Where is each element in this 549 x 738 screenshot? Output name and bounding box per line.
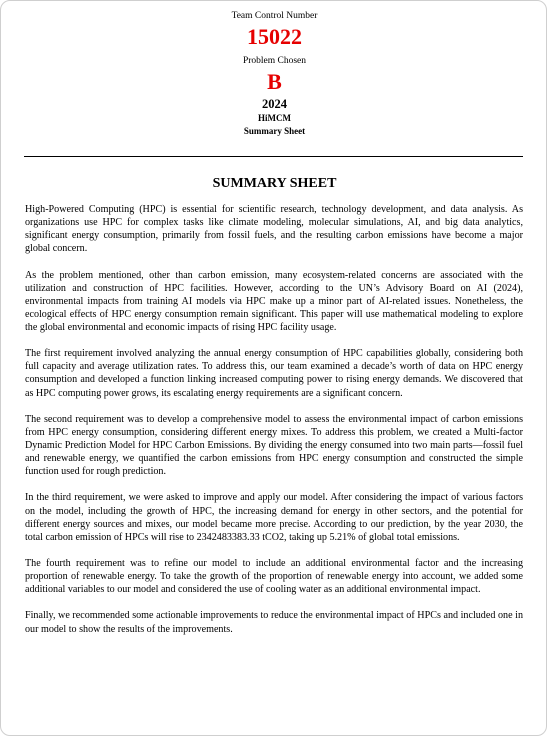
problem-chosen-label: Problem Chosen: [242, 56, 307, 66]
paragraph-2: As the problem mentioned, other than carbon emission, many ecosystem-related concerns are associated with the utilization and construction of HPC facilities. However, according to the UN’s Advisory Board on AI (2024), environmental impacts from training AI models via HPC make up a minor part of AI-related issues. Nonetheless, the ecological effects of HPC energy consumption remain significant. This paper will use mathematical modeling to explore the global environmental and economic impacts of rising HPC facility usage.: [25, 269, 523, 333]
problem-letter: B: [267, 69, 282, 94]
year: 2024: [262, 97, 287, 111]
page-title: SUMMARY SHEET: [212, 176, 337, 191]
paragraph-7: Finally, we recommended some actionable improvements to reduce the environmental impact of HPCs and included one in our model to show the results of the improvements.: [25, 610, 523, 635]
summary-body: [25, 203, 523, 649]
paragraph-5: In the third requirement, we were asked to improve and apply our model. After considering the impact of various factors on the model, including the growth of HPC, the increasing demand for energy in other sectors, and the potential for different energy sources and mixes, our model became more precise. According to our prediction, by the year 2030, the total carbon emission of HPCs will rise to 2342483383.33 tCO2, taking up 5.21% of global total emissions.: [25, 492, 523, 543]
team-control-number: 15022: [247, 24, 302, 49]
team-control-label: Team Control Number: [231, 11, 318, 21]
paragraph-4: The second requirement was to develop a comprehensive model to assess the environmental impact of carbon emissions from HPC energy consumption, considering different energy mixes. To address this problem, we created a Multi-factor Dynamic Prediction Model for HPC Carbon Emissions. By dividing the energy consumed into two main parts—fossil fuel and renewable energy, we quantified the carbon emissions from HPC energy consumption and constructed the simple function used for rough prediction.: [25, 413, 523, 478]
paragraph-6: The fourth requirement was to refine our model to include an additional environmental factor and the increasing proportion of renewable energy. To take the growth of the proportion of renewable energy into account, we added some additional variables to our model and considered the use of cooling water as an additional environmental impact.: [25, 558, 523, 596]
contest-name: HiMCM: [258, 113, 291, 123]
paragraph-3: The first requirement involved analyzing the annual energy consumption of HPC capabilities globally, considering both full capacity and average utilization rates. To address this, our team examined a decade’s worth of data on HPC energy consumption and developed a function linking increased computing power to rising energy demands. We discovered that as HPC computing power grows, its escalating energy requirements are a significant concern.: [25, 348, 523, 399]
header-divider: [24, 156, 523, 157]
paragraph-1: High-Powered Computing (HPC) is essential for scientific research, technology development, and data analysis. As organizations use HPC for complex tasks like climate modeling, molecular simulations, AI, and big data analytics, significant energy consumption, primarily from fossil fuels, and the resulting carbon emissions have become a major global concern.: [25, 204, 523, 255]
summary-sheet-label: Summary Sheet: [243, 126, 306, 136]
